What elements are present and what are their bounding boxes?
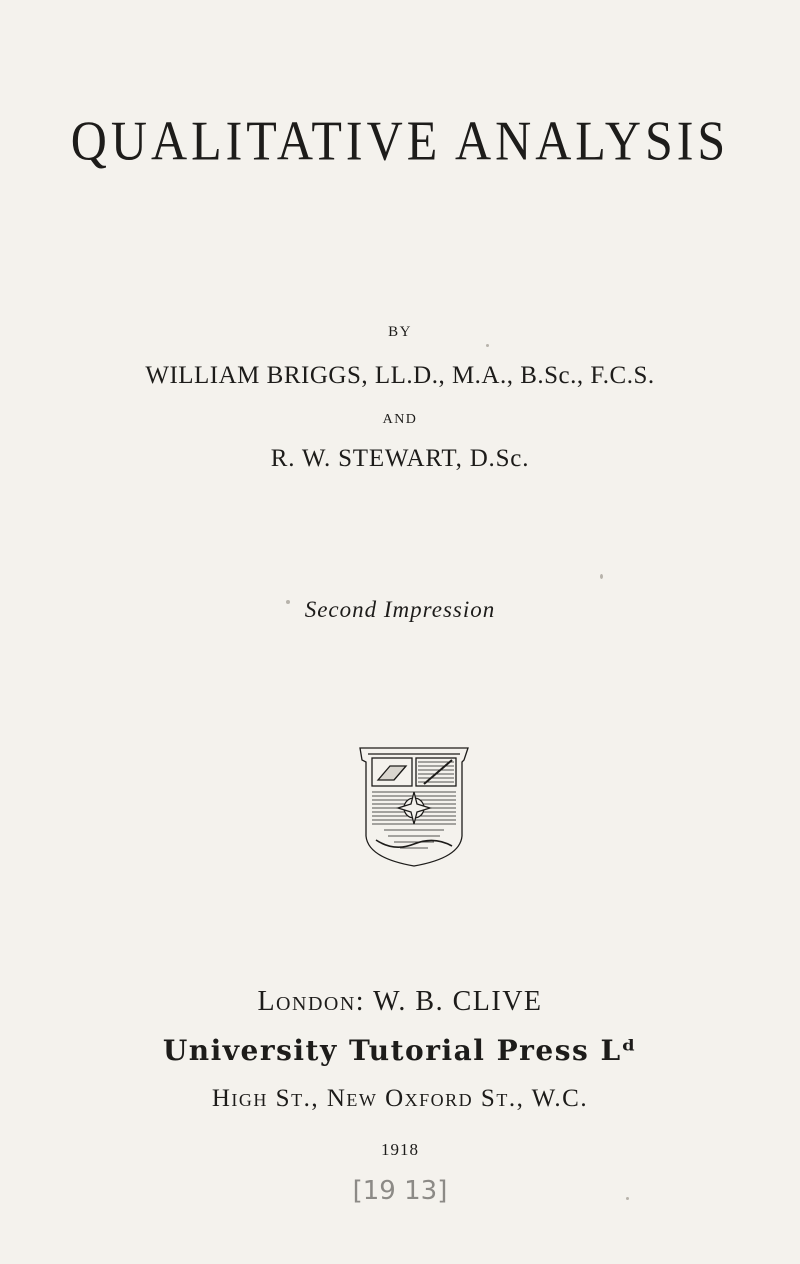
paper-speck bbox=[626, 1197, 629, 1200]
press-name: University Tutorial Press Lᵈ bbox=[162, 1034, 638, 1067]
publisher-name: W. B. CLIVE bbox=[373, 986, 543, 1017]
paper-speck bbox=[600, 574, 603, 579]
book-title: QUALITATIVE ANALYSIS bbox=[70, 109, 730, 172]
first-author: WILLIAM BRIGGS, LL.D., M.A., B.Sc., F.C.S. bbox=[145, 362, 655, 389]
paper-speck bbox=[486, 344, 489, 347]
publication-year: 1918 bbox=[381, 1140, 419, 1159]
paper-speck bbox=[286, 600, 290, 604]
publisher-line bbox=[0, 986, 800, 1018]
publisher-address: High St., New Oxford St., W.C. bbox=[211, 1085, 589, 1112]
catalog-mark: [19 13] bbox=[352, 1176, 448, 1206]
publisher-city: London: bbox=[257, 986, 366, 1017]
impression-note: Second Impression bbox=[304, 597, 496, 622]
press-crest-emblem bbox=[354, 740, 474, 872]
and-label: AND bbox=[382, 412, 418, 427]
by-label: BY bbox=[388, 324, 412, 340]
second-author: R. W. STEWART, D.Sc. bbox=[270, 445, 530, 472]
